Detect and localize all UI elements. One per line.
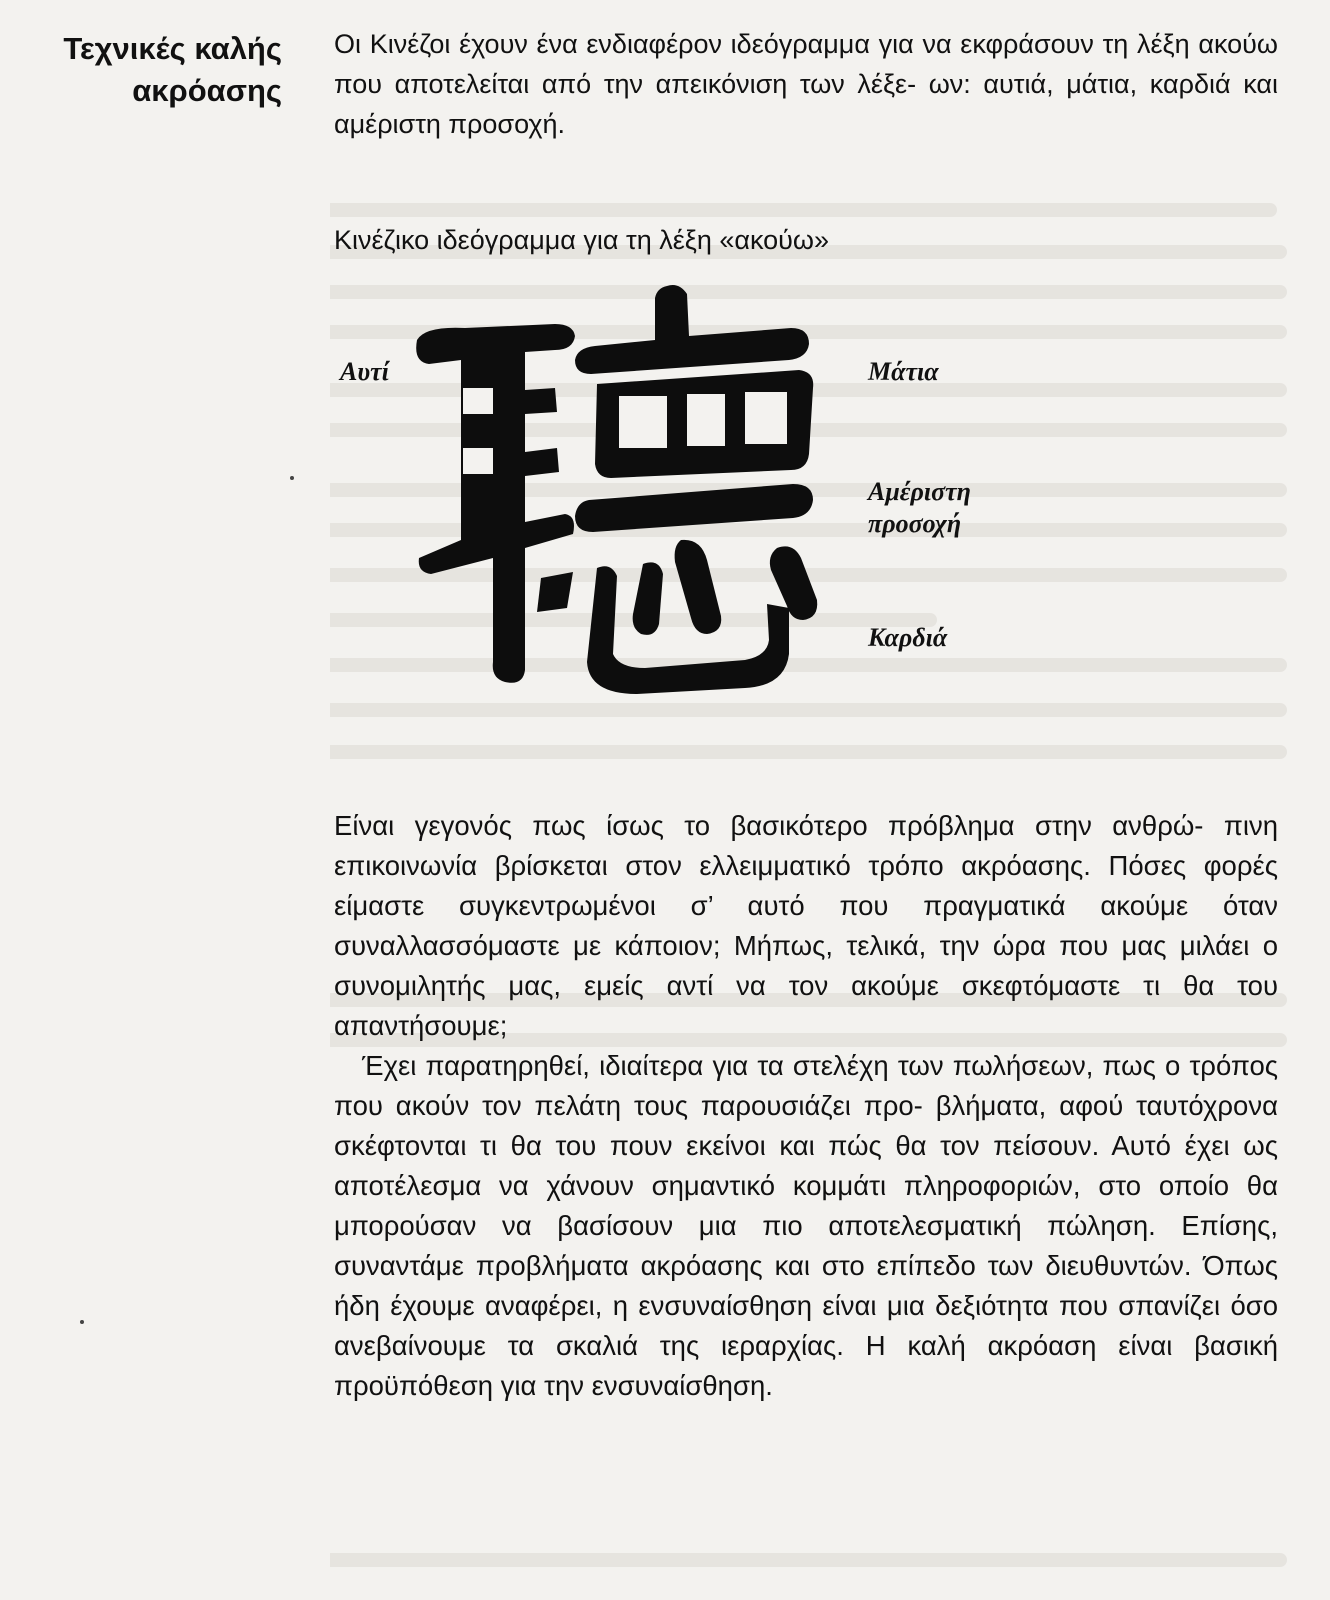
body-paragraph-1: Είναι γεγονός πως ίσως το βασικότερο πρόβλημα στην ανθρώ- πινη επικοινωνία βρίσκεται στον ελλειμματικό τρόπο ακρόασης. Πόσες φορές είμαστε συγκεντρωμένοι σ’ αυτό που πραγματικά ακούμε όταν συναλλασσόμαστε με κάποιον; Μήπως, τελικά, την ώρα που μας μιλάει ο συνομιλητής μας, εμείς αντί να τον ακούμε σκεφτόμαστε τι θα του απαντήσουμε; — [334, 810, 1278, 1041]
body-text — [334, 806, 1278, 1406]
label-ears: Αυτί — [340, 357, 389, 386]
label-heart: Καρδιά — [868, 623, 948, 652]
intro-paragraph: Οι Κινέζοι έχουν ένα ενδιαφέρον ιδεόγραμμα για να εκφράσουν τη λέξη ακούω που αποτελείται από την απεικόνιση των λέξε- ων: αυτιά, μάτια, καρδιά και αμέριστη προσοχή. — [334, 29, 1278, 139]
intro-text — [334, 24, 1278, 144]
figure-caption: Κινέζικο ιδεόγραμμα για τη λέξη «ακούω» — [334, 225, 830, 255]
ideogram-figure — [405, 278, 845, 698]
label-eyes: Μάτια — [868, 357, 939, 386]
section-heading-line1: Τεχνικές καλής — [63, 31, 282, 66]
scan-speck — [80, 1320, 84, 1324]
scan-speck — [290, 476, 294, 480]
label-undivided-attention — [868, 476, 971, 540]
label-attention-line2: προσοχή — [868, 509, 962, 538]
label-attention-line1: Αμέριστη — [868, 477, 971, 506]
section-heading — [20, 28, 282, 112]
chinese-listen-ideogram-icon — [405, 278, 845, 698]
section-heading-line2: ακρόασης — [132, 73, 282, 108]
body-paragraph-2: Έχει παρατηρηθεί, ιδιαίτερα για τα στελέχη των πωλήσεων, πως ο τρόπος που ακούν τον πελάτη τους παρουσιάζει προ- βλήματα, αφού ταυτόχρονα σκέφτονται τι θα του πουν εκείνοι και πώς θα τον πείσουν. Αυτό έχει ως αποτέλεσμα να χάνουν σημαντικό κομμάτι πληροφοριών, στο οποίο θα μπορούσαν να βασίσουν μια πιο αποτελεσματική πώληση. Επίσης, συναντάμε προβλήματα ακρόασης και στο επίπεδο των διευθυντών. Όπως ήδη έχουμε αναφέρει, η ενσυναίσθηση είναι μια δεξιότητα που σπανίζει όσο ανεβαίνουμε τα σκαλιά της ιεραρχίας. Η καλή ακρόαση είναι βασική προϋπόθεση για την ενσυναίσθηση. — [334, 1050, 1278, 1401]
